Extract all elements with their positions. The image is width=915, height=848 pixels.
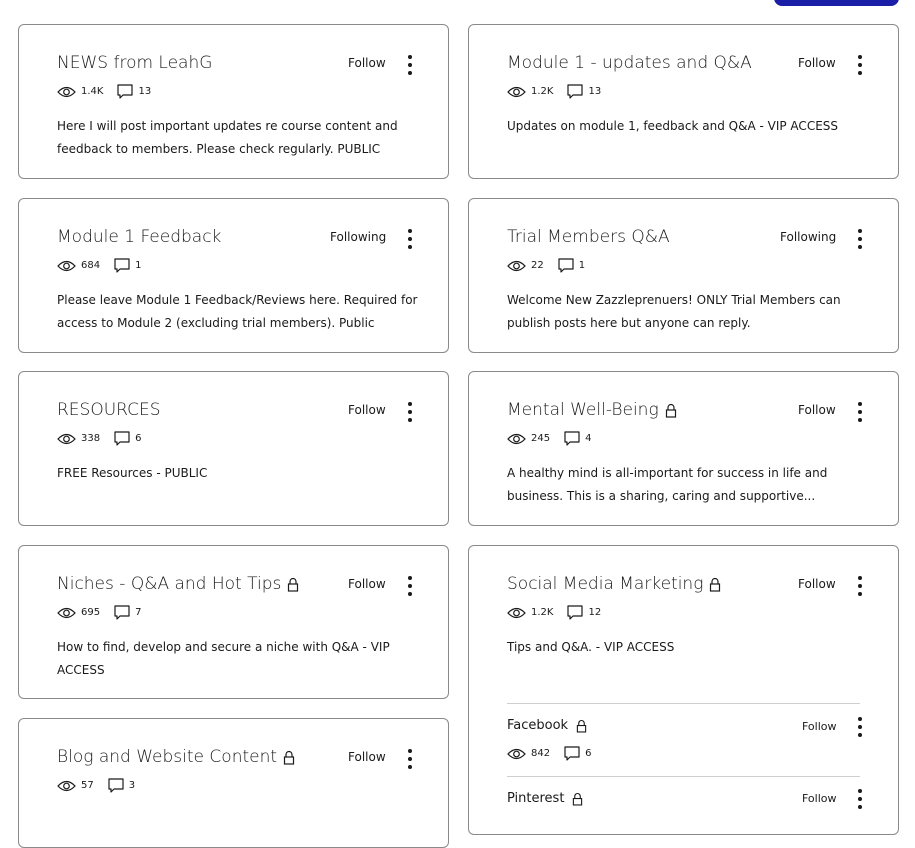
lock-icon xyxy=(576,719,587,733)
more-options-icon[interactable] xyxy=(857,402,863,422)
views-count: 338 xyxy=(81,433,101,444)
views-icon xyxy=(507,260,526,272)
following-button[interactable]: Following xyxy=(780,230,837,244)
category-description: Here I will post important updates re course content and feedback to members. Please check regularly. PUBLIC xyxy=(57,119,398,156)
category-stats xyxy=(57,431,155,446)
comments-icon xyxy=(558,258,574,273)
category-card[interactable] xyxy=(18,24,449,179)
category-card[interactable] xyxy=(18,718,449,848)
category-description: Please leave Module 1 Feedback/Reviews here. Required for access to Module 2 (excluding trial members). Public xyxy=(57,293,418,330)
more-options-icon[interactable] xyxy=(857,789,863,809)
follow-button[interactable]: Follow xyxy=(348,56,386,70)
category-stats xyxy=(507,605,615,620)
comments-count: 3 xyxy=(128,780,136,791)
subcategory-divider xyxy=(507,776,860,777)
comments-count: 6 xyxy=(585,748,592,759)
category-card[interactable] xyxy=(468,545,899,835)
views-count: 684 xyxy=(81,260,101,271)
follow-button[interactable]: Follow xyxy=(802,792,837,805)
subcategory-facebook[interactable]: Facebook xyxy=(507,718,587,733)
lock-icon xyxy=(665,403,677,418)
top-action-button[interactable] xyxy=(774,0,899,6)
lock-icon xyxy=(287,577,299,592)
category-title[interactable]: RESOURCES xyxy=(57,400,161,420)
comments-count: 6 xyxy=(135,433,142,444)
comments-icon xyxy=(567,84,583,99)
views-count: 842 xyxy=(531,748,551,759)
comments-count: 7 xyxy=(135,607,142,618)
follow-button[interactable]: Follow xyxy=(348,577,386,591)
category-description: FREE Resources - PUBLIC xyxy=(57,466,208,480)
subcategory-stats xyxy=(507,746,605,761)
lock-icon xyxy=(709,577,721,592)
category-stats xyxy=(57,778,149,793)
category-stats xyxy=(57,605,155,620)
comments-icon xyxy=(114,431,130,446)
views-count: 57 xyxy=(81,780,94,791)
follow-button[interactable]: Follow xyxy=(802,720,837,733)
comments-count: 12 xyxy=(588,607,602,618)
category-title[interactable]: NEWS from LeahG xyxy=(57,53,213,73)
comments-count: 4 xyxy=(585,433,592,444)
category-card[interactable] xyxy=(18,198,449,353)
views-icon xyxy=(57,260,76,272)
comments-icon xyxy=(108,778,124,793)
category-stats xyxy=(57,84,165,99)
views-count: 245 xyxy=(531,433,551,444)
comments-count: 13 xyxy=(138,86,152,97)
views-icon xyxy=(507,86,526,98)
follow-button[interactable]: Follow xyxy=(798,403,836,417)
comments-count: 13 xyxy=(588,86,602,97)
views-icon xyxy=(57,86,76,98)
views-count: 22 xyxy=(531,260,544,271)
category-title[interactable]: Niches - Q&A and Hot Tips xyxy=(57,574,299,594)
subcategory-pinterest[interactable]: Pinterest xyxy=(507,791,583,806)
category-card[interactable] xyxy=(468,198,899,353)
more-options-icon[interactable] xyxy=(407,749,413,769)
views-count: 1.4K xyxy=(81,86,104,97)
category-title[interactable]: Module 1 - updates and Q&A xyxy=(507,53,752,73)
views-icon xyxy=(507,433,526,445)
views-count: 695 xyxy=(81,607,101,618)
views-count: 1.2K xyxy=(531,607,554,618)
follow-button[interactable]: Follow xyxy=(348,750,386,764)
views-icon xyxy=(507,748,526,760)
views-icon xyxy=(57,607,76,619)
views-count: 1.2K xyxy=(531,86,554,97)
category-title[interactable]: Social Media Marketing xyxy=(507,574,721,594)
category-title[interactable]: Mental Well-Being xyxy=(507,400,677,420)
category-stats xyxy=(507,258,599,273)
comments-count: 1 xyxy=(578,260,586,271)
category-stats xyxy=(507,431,605,446)
more-options-icon[interactable] xyxy=(857,576,863,596)
category-description: Updates on module 1, feedback and Q&A - VIP ACCESS xyxy=(507,119,839,133)
more-options-icon[interactable] xyxy=(407,55,413,75)
lock-icon xyxy=(572,792,583,806)
comments-count: 1 xyxy=(135,260,142,271)
follow-button[interactable]: Follow xyxy=(348,403,386,417)
comments-icon xyxy=(114,605,130,620)
comments-icon xyxy=(567,605,583,620)
comments-icon xyxy=(114,258,130,273)
following-button[interactable]: Following xyxy=(330,230,387,244)
subcategory-divider xyxy=(507,703,860,704)
comments-icon xyxy=(117,84,133,99)
views-icon xyxy=(507,607,526,619)
category-description: Welcome New Zazzleprenuers! ONLY Trial Members can publish posts here but anyone can reply. xyxy=(507,293,841,330)
more-options-icon[interactable] xyxy=(857,229,863,249)
category-description: Tips and Q&A. - VIP ACCESS xyxy=(507,640,675,654)
category-description: A healthy mind is all-important for success in life and business. This is a sharing, caring and supportive... xyxy=(507,466,828,503)
more-options-icon[interactable] xyxy=(407,402,413,422)
more-options-icon[interactable] xyxy=(407,229,413,249)
more-options-icon[interactable] xyxy=(857,55,863,75)
category-title[interactable]: Blog and Website Content xyxy=(57,747,295,767)
category-title[interactable]: Module 1 Feedback xyxy=(57,227,222,247)
more-options-icon[interactable] xyxy=(407,576,413,596)
category-card[interactable] xyxy=(468,24,899,179)
comments-icon xyxy=(564,746,580,761)
category-stats xyxy=(57,258,155,273)
category-title[interactable]: Trial Members Q&A xyxy=(507,227,670,247)
category-card[interactable] xyxy=(18,371,449,526)
category-description: How to find, develop and secure a niche with Q&A - VIP ACCESS xyxy=(57,640,390,677)
category-card[interactable] xyxy=(468,371,899,526)
follow-button[interactable]: Follow xyxy=(798,56,836,70)
lock-icon xyxy=(283,750,295,765)
views-icon xyxy=(57,433,76,445)
more-options-icon[interactable] xyxy=(857,717,863,737)
comments-icon xyxy=(564,431,580,446)
views-icon xyxy=(57,780,76,792)
category-card[interactable] xyxy=(18,545,449,699)
category-stats xyxy=(507,84,615,99)
follow-button[interactable]: Follow xyxy=(798,577,836,591)
